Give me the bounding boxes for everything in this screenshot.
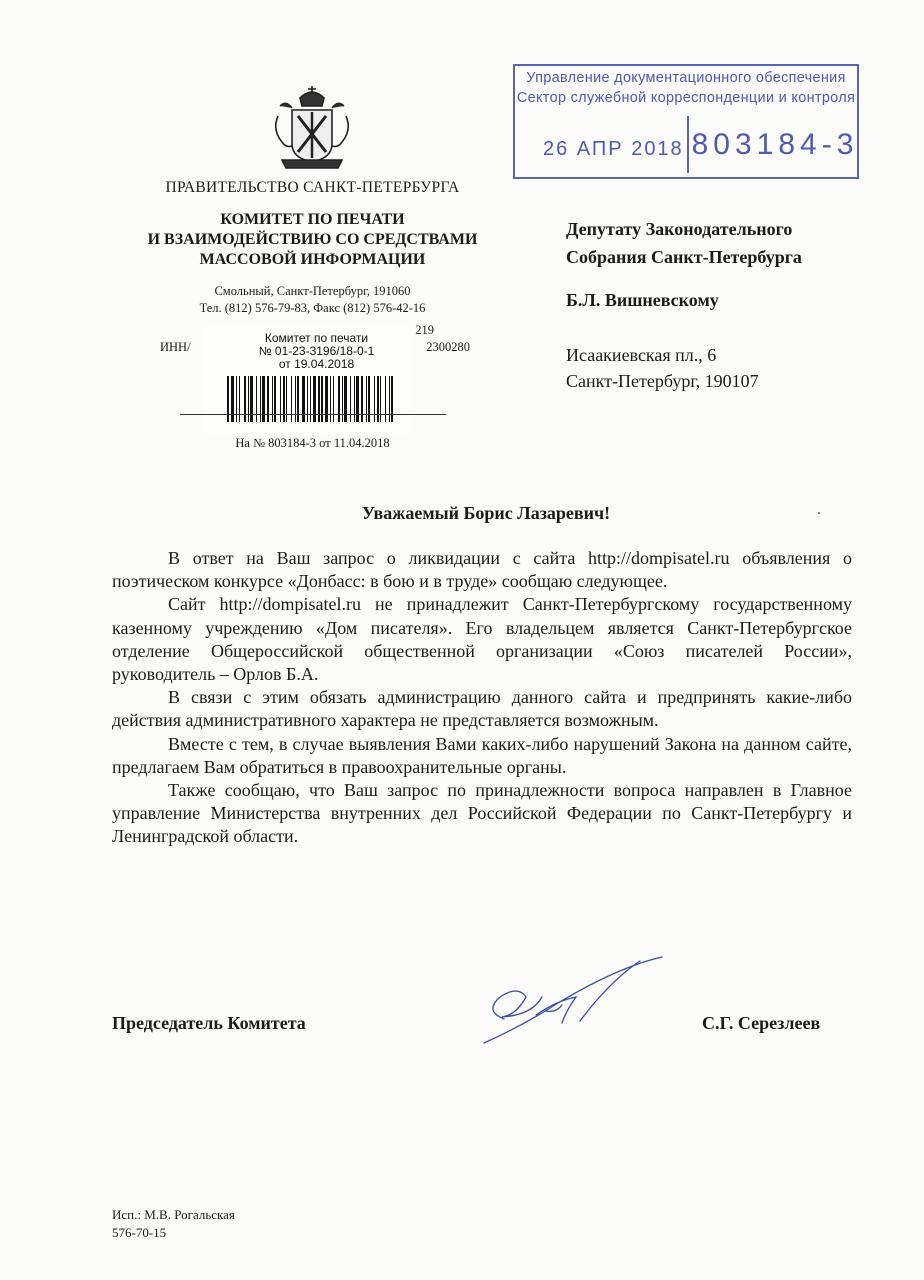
incoming-stamp <box>513 64 859 179</box>
paragraph: Вместе с тем, в случае выявления Вами каких-либо нарушений Закона на данном сайте, предлагаем Вам обратиться в правоохранительные органы. <box>112 733 852 777</box>
stamp-number: 803184-3 <box>687 116 861 173</box>
handwritten-signature <box>476 955 676 1055</box>
barcode-icon <box>227 376 397 422</box>
address-line: Смольный, Санкт-Петербург, 191060 <box>214 284 411 298</box>
executor-name: Исп.: М.В. Рогальская <box>112 1207 235 1222</box>
committee-line: МАССОВОЙ ИНФОРМАЦИИ <box>199 251 426 268</box>
stamp-date: от 19.04.2018 <box>278 357 355 371</box>
signatory-title: Председатель Комитета <box>112 1013 306 1033</box>
inn-label: ИНН/ <box>160 340 191 354</box>
stamp-line: Комитет по печати <box>264 331 369 345</box>
paragraph: В связи с этим обязать администрацию данного сайта и предпринять какие-либо действия административного характера не представляется возможным. <box>112 687 852 731</box>
signatory-name: С.Г. Серезлеев <box>702 1013 821 1033</box>
greeting: Уважаемый Борис Лазаревич! <box>361 503 611 523</box>
committee-name <box>120 210 505 270</box>
executor-phone: 576-70-15 <box>112 1225 167 1240</box>
sender-address <box>120 283 505 317</box>
stamp-department: Управление документационного обеспечения <box>526 70 846 86</box>
letter-body <box>112 547 852 849</box>
requisites-value: 2300280 <box>426 340 470 354</box>
paragraph: Также сообщаю, что Ваш запрос по принадлежности вопроса направлен в Главное управление Министерства внутренних дел Российской Федерации по Санкт-Петербургу и Ленинградской области. <box>112 780 852 847</box>
recipient-address <box>566 342 896 394</box>
coat-of-arms-icon <box>270 86 354 172</box>
committee-line: И ВЗАИМОДЕЙСТВИЮ СО СРЕДСТВАМИ <box>147 231 478 248</box>
recipient-address-line: Санкт-Петербург, 190107 <box>566 371 759 391</box>
reply-reference: На № 803184-3 от 11.04.2018 <box>235 436 390 450</box>
stamp-date: 26 АПР 2018 <box>543 138 684 160</box>
committee-line: КОМИТЕТ ПО ПЕЧАТИ <box>220 211 405 228</box>
speck <box>818 512 820 514</box>
paragraph: В ответ на Ваш запрос о ликвидации с сайта http://dompisatel.ru объявления о поэтическом конкурсе «Донбасс: в бою и в труде» сообщаю следующее. <box>112 548 852 592</box>
phone-line: Тел. (812) 576-79-83, Факс (812) 576-42-16 <box>199 301 426 315</box>
registration-stamp <box>205 326 410 434</box>
recipient-line: Депутату Законодательного <box>566 219 793 239</box>
stamp-number: № 01-23-3196/18-0-1 <box>258 344 375 358</box>
government-name: ПРАВИТЕЛЬСТВО САНКТ-ПЕТЕРБУРГА <box>165 179 460 196</box>
stamp-sector: Сектор служебной корреспонденции и контроля <box>516 90 856 106</box>
requisites-line: 219 <box>415 323 434 337</box>
recipient-line: Собрания Санкт-Петербурга <box>566 247 802 267</box>
recipient-title <box>566 215 896 271</box>
executor-info <box>112 1206 235 1242</box>
paragraph: Сайт http://dompisatel.ru не принадлежит Санкт-Петербургскому государственному казенному учреждению «Дом писателя». Его владельцем является Санкт-Петербургское отделение Общероссийской общественной организации «Союз писателей России», руководитель – Орлов Б.А. <box>112 594 852 685</box>
divider <box>180 414 446 415</box>
recipient-name: Б.Л. Вишневскому <box>566 290 719 310</box>
recipient-address-line: Исаакиевская пл., 6 <box>566 345 717 365</box>
